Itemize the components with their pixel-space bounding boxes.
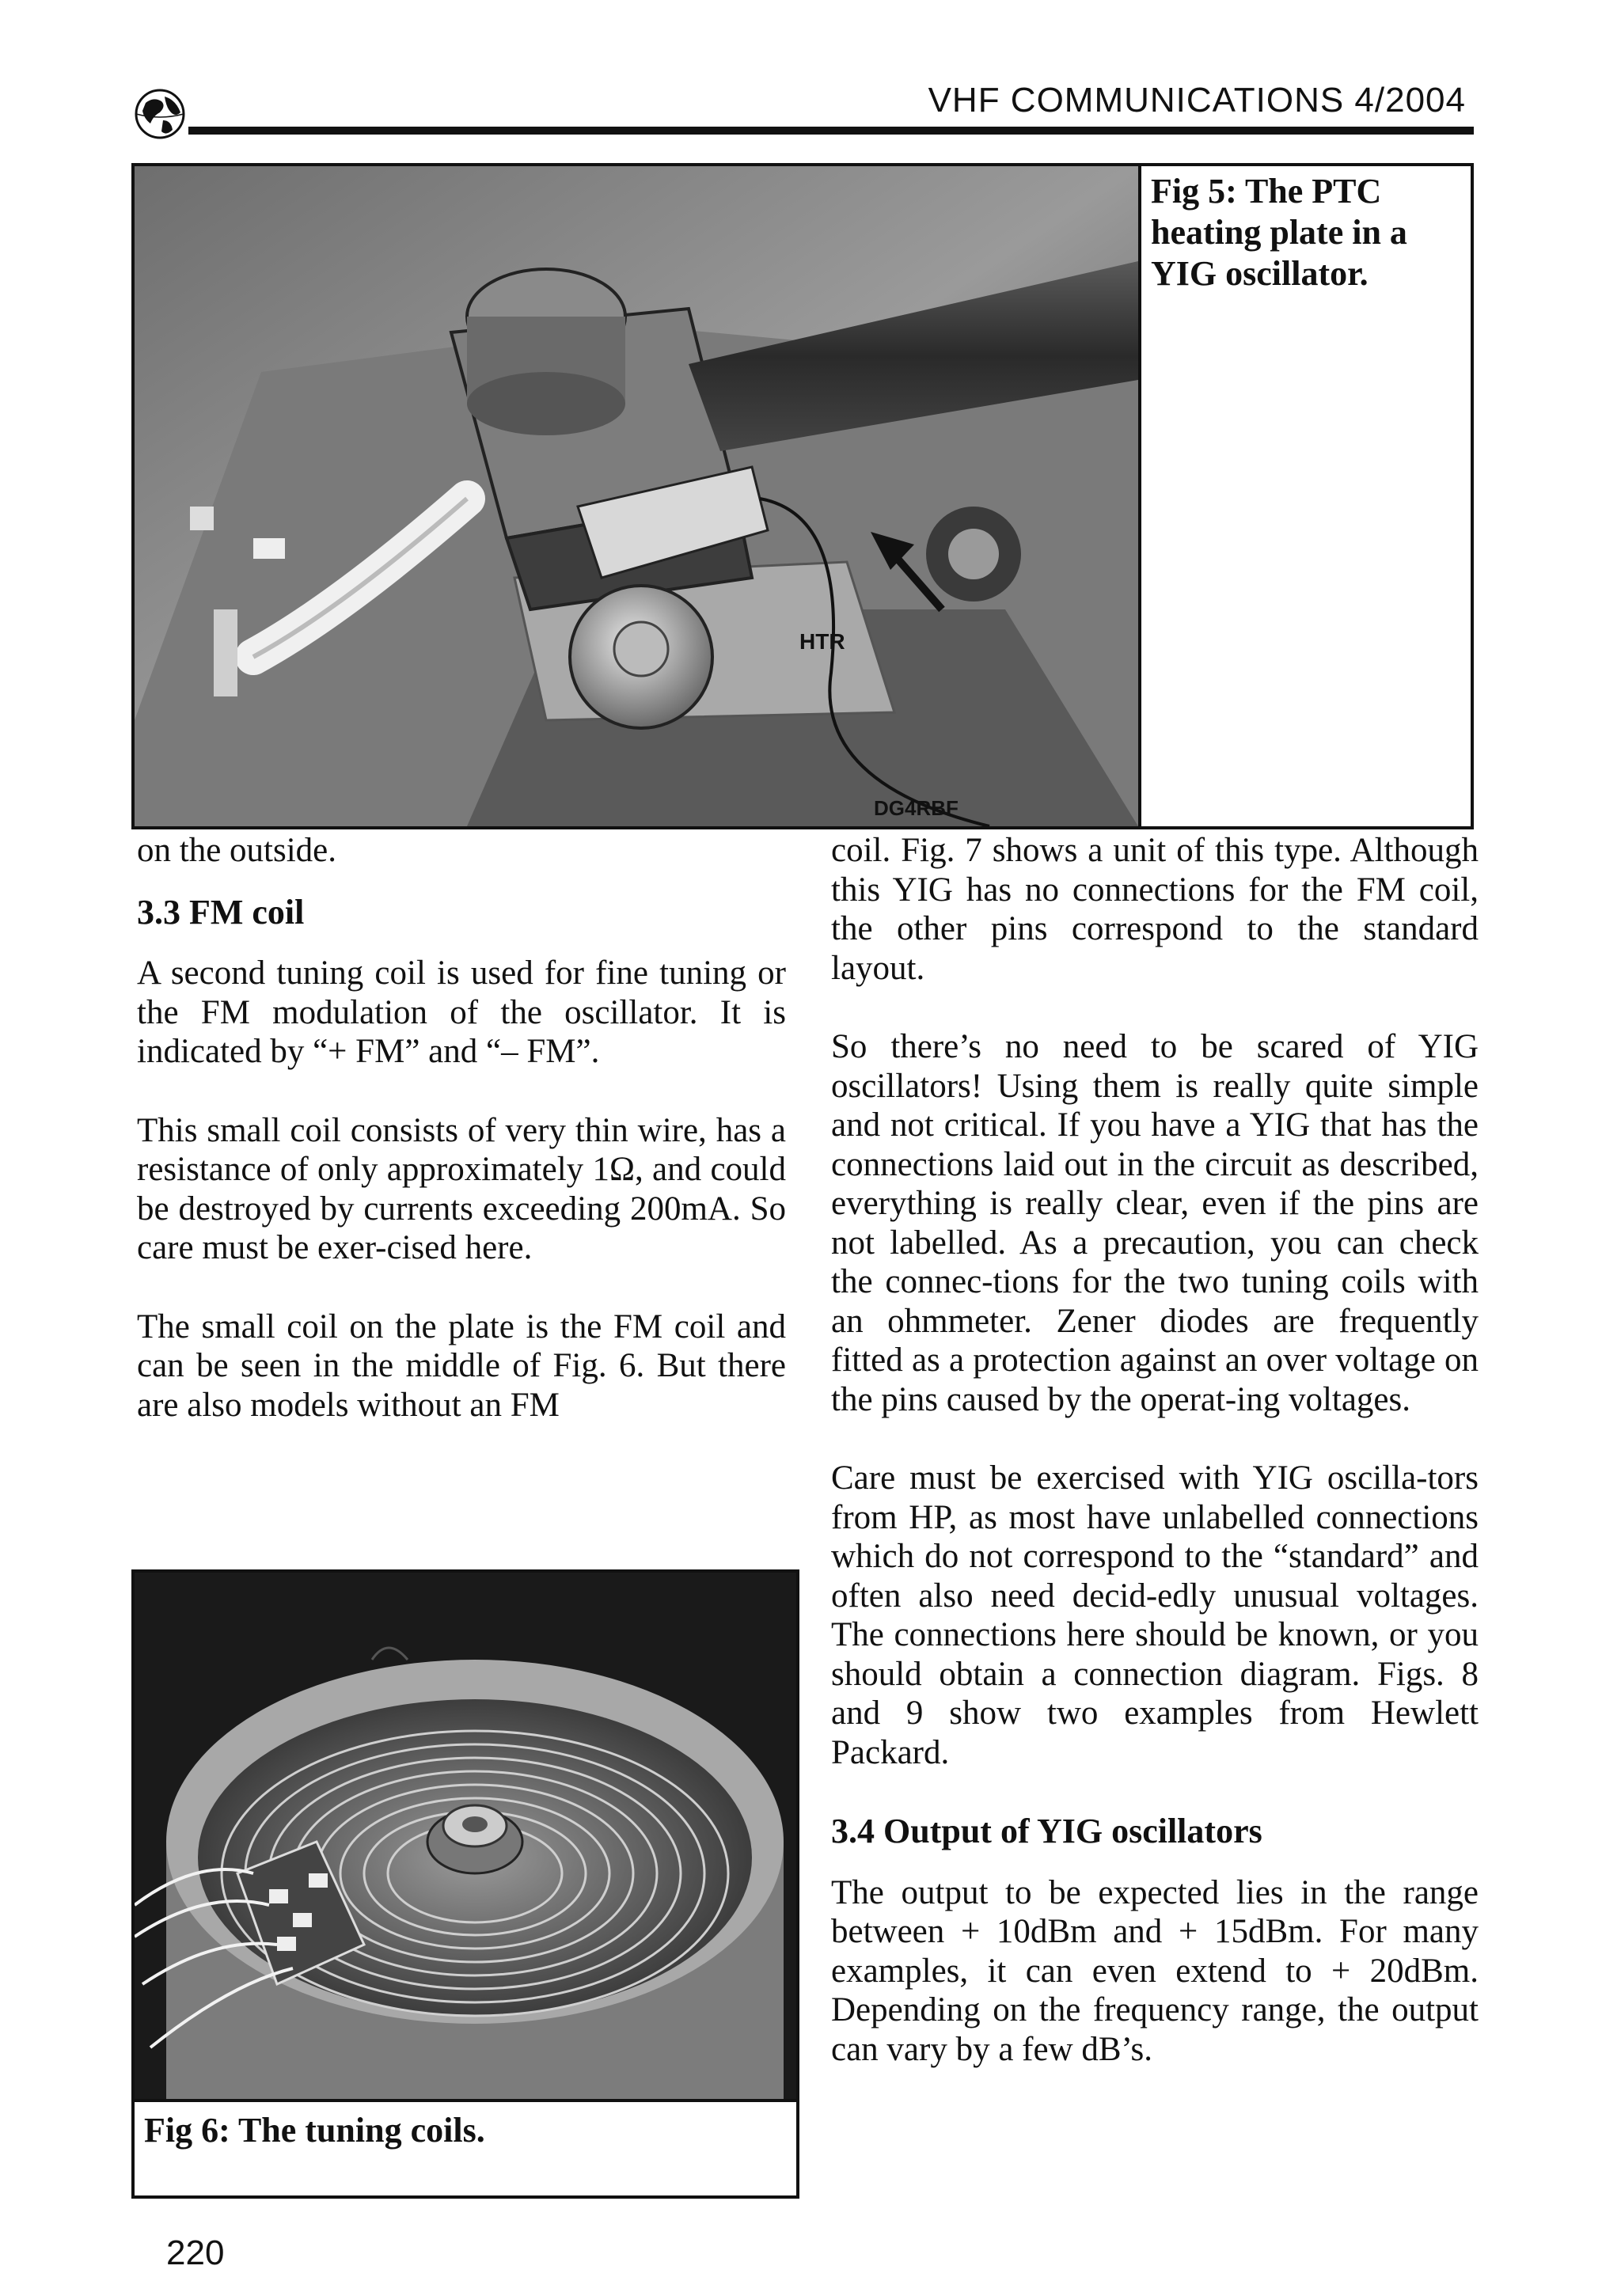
paragraph: The small coil on the plate is the FM coil and can be seen in the middle of Fig. 6. But there are also models without an FM xyxy=(137,1307,786,1424)
paragraph: So there’s no need to be scared of YIG oscillators! Using them is really quite simple and not critical. If you have a YIG that has the connections laid out in the circuit as described, everything is really clear, even if the pins are not labelled. As a precaution, you can check the connec-tions for the two tuning coils with an ohmmeter. Zener diodes are frequently fitted as a protection against an over voltage on the pins caused by the operat-ing voltages. xyxy=(831,1028,1479,1418)
figure-6-photo xyxy=(135,1573,796,2099)
figure-5 xyxy=(131,163,1474,829)
globe-icon xyxy=(131,85,188,142)
right-column xyxy=(831,831,1479,2108)
section-heading-output: 3.4 Output of YIG oscillators xyxy=(831,1812,1262,1850)
section-heading-fm-coil: 3.3 FM coil xyxy=(137,892,305,932)
paragraph: Care must be exercised with YIG oscilla-tors from HP, as most have unlabelled connections which do not correspond to the “standard” and often also need decid-edly unusual voltages. The connections here should be known, or you should obtain a connection diagram. Figs. 8 and 9 show two examples from Hewlett Packard. xyxy=(831,1459,1479,1771)
paragraph: on the outside. xyxy=(137,832,336,869)
header-rule xyxy=(188,127,1474,135)
paragraph: This small coil consists of very thin wire, has a resistance of only approximately 1Ω, and could be destroyed by currents exceeding 200mA. So care must be exer-cised here. xyxy=(137,1111,786,1266)
credit-label: DG4RBF xyxy=(874,796,959,820)
paragraph: coil. Fig. 7 shows a unit of this type. Although this YIG has no connections for the FM coil, the other pins correspond to the standard layout. xyxy=(831,832,1479,987)
left-column xyxy=(137,831,786,1464)
figure-6 xyxy=(131,1569,799,2199)
paragraph: The output to be expected lies in the range between + 10dBm and + 15dBm. For many examples, it can even extend to + 20dBm. Depending on the frequency range, the output can vary by a few dB’s. xyxy=(831,1873,1479,2068)
paragraph: A second tuning coil is used for fine tuning or the FM modulation of the oscillator. It is indicated by “+ FM” and “– FM”. xyxy=(137,954,786,1070)
journal-title: VHF COMMUNICATIONS 4/2004 xyxy=(928,81,1466,120)
figure-6-caption: Fig 6: The tuning coils. xyxy=(135,2099,796,2195)
figure-5-photo xyxy=(135,166,1141,826)
page-header xyxy=(131,73,1474,136)
figure-5-caption: Fig 5: The PTC heating plate in a YIG oscillator. xyxy=(1151,172,1407,293)
page-number: 220 xyxy=(166,2233,225,2272)
htr-label: HTR xyxy=(799,629,845,654)
